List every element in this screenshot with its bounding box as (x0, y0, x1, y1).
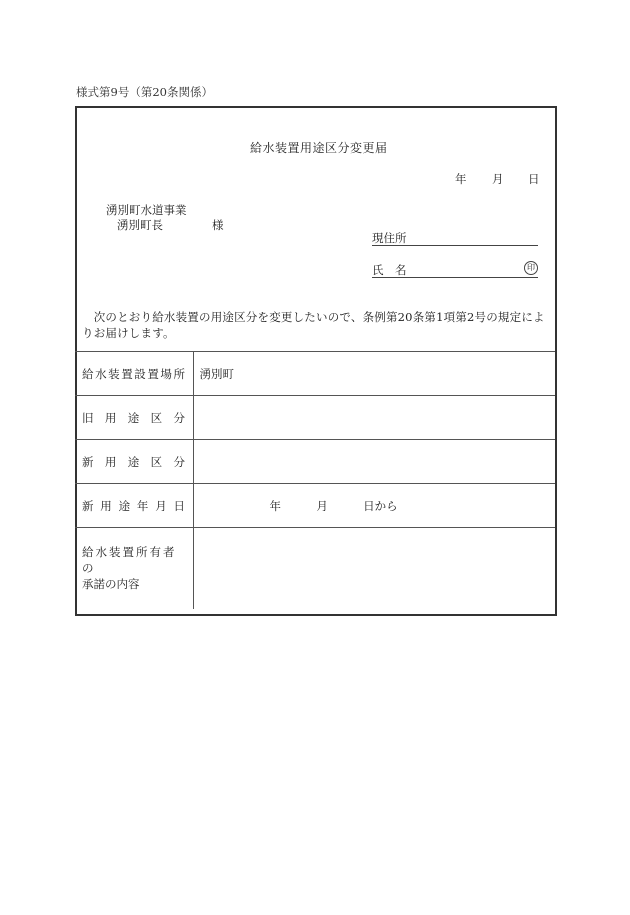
date-day-label[interactable]: 日 (528, 172, 540, 186)
row-label: 新 用 途 区 分 (75, 440, 193, 484)
table-row-old-usage (75, 396, 555, 440)
seal-icon: 印 (524, 261, 538, 275)
table-row-owner-consent (75, 528, 555, 609)
table-row-installation-location (75, 352, 555, 396)
date-month-label[interactable]: 月 (492, 172, 504, 186)
installation-location-field[interactable]: 湧別町 (193, 352, 555, 396)
statement-text: 次のとおり給水装置の用途区分を変更したいので、条例第20条第1項第2号の規定によりお届けします。 (82, 310, 545, 340)
new-usage-field[interactable] (193, 440, 555, 484)
applicant-address-field[interactable] (372, 230, 538, 246)
date-year-label: 年 (269, 498, 281, 513)
row-label: 新 用 途 年 月 日 (75, 484, 193, 528)
row-label: 旧 用 途 区 分 (75, 396, 193, 440)
addressee-organization: 湧別町水道事業 (106, 203, 187, 217)
addressee-title: 湧別町長 (117, 218, 163, 232)
form-number: 様式第9号（第20条関係） (76, 85, 213, 99)
details-table (75, 351, 555, 609)
new-usage-date-field[interactable] (193, 484, 555, 528)
table-row-new-usage (75, 440, 555, 484)
date-month-label: 月 (316, 498, 328, 513)
table-row-new-usage-date (75, 484, 555, 528)
form-title: 給水装置用途区分変更届 (250, 141, 388, 155)
row-label: 給水装置所有者の 承諾の内容 (75, 528, 193, 609)
old-usage-field[interactable] (193, 396, 555, 440)
row-label: 給 水 装 置 設 置 場 所 (75, 352, 193, 396)
applicant-name-field[interactable] (372, 262, 538, 278)
owner-consent-field[interactable] (193, 528, 555, 609)
date-year-label[interactable]: 年 (455, 172, 467, 186)
applicant-name-label: 氏 名 (372, 263, 407, 277)
date-day-label: 日から (363, 498, 398, 513)
applicant-address-label: 現住所 (372, 231, 407, 245)
addressee-honorific: 様 (212, 218, 224, 232)
